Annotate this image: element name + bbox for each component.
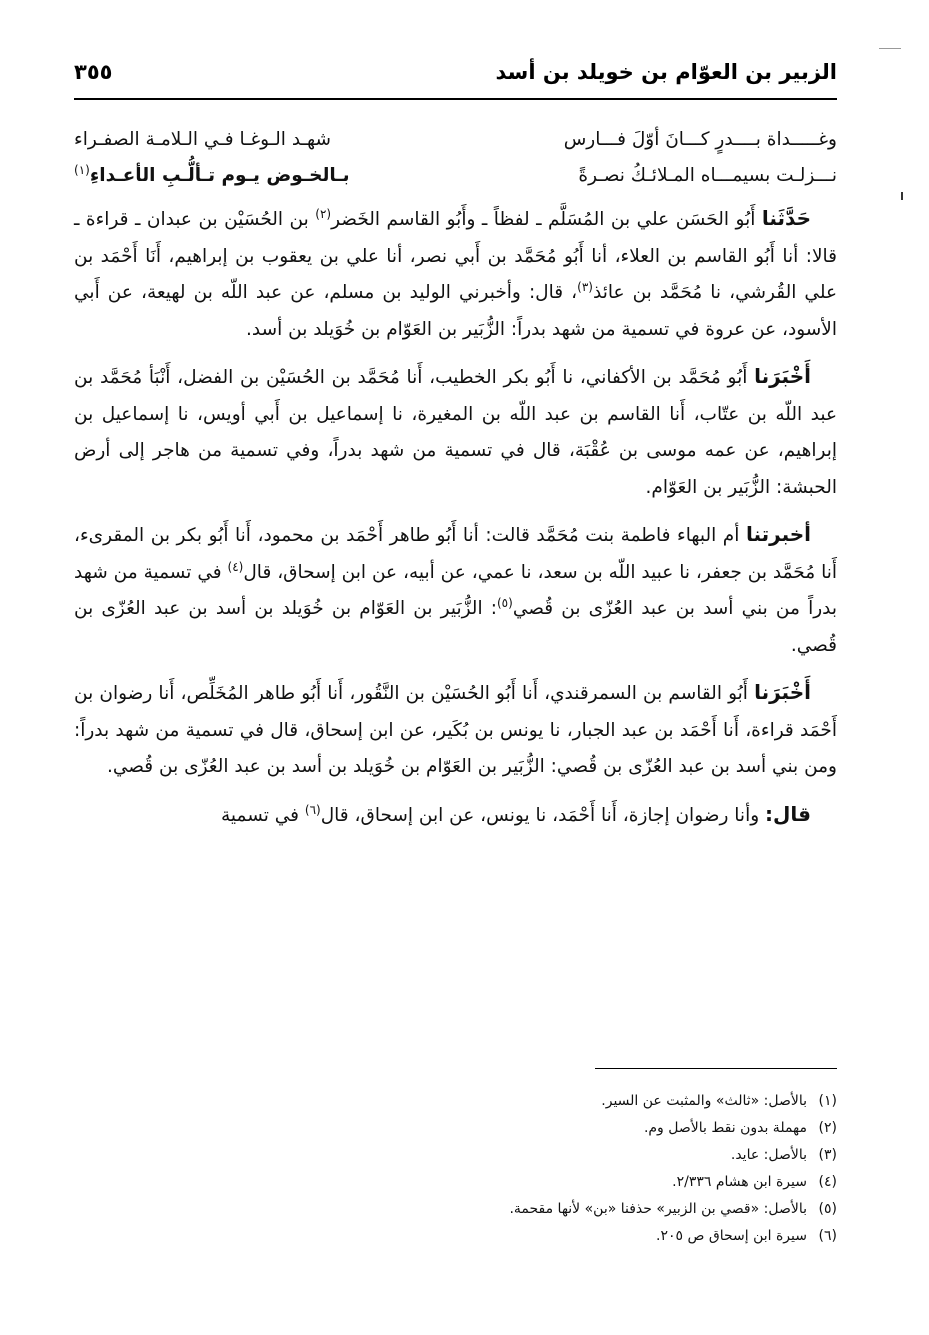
- footnote: [317, 1169, 837, 1196]
- footnote-text: سيرة ابن هشام ٢/٣٣٦.: [672, 1174, 807, 1190]
- paragraph: [74, 358, 837, 506]
- paragraph-lead-word: حَدَّثَنا: [761, 206, 811, 230]
- footnote-number: (٦): [818, 1228, 837, 1244]
- paragraph-text: ، قال: وأخبرني الوليد بن مسلم، عن عبد اللّه بن لهيعة، عن أَبي الأسود، عن عروة في تسمية من شهد بدراً: الزُّبَير بن العَوّام بن خُوَيلد بن أسد.: [74, 282, 837, 340]
- footnote-text: سيرة ابن إسحاق ص ٢٠٥.: [656, 1228, 807, 1244]
- footnote-text: بالأصل: عايد.: [730, 1147, 807, 1163]
- footnote-marker: (٢): [315, 206, 332, 221]
- footnote-marker: (٤): [227, 559, 244, 574]
- verse-second-text: بـالخـوض يـوم تـألُّـبِ الأعـداءِ: [89, 165, 350, 186]
- footnotes: [317, 1088, 837, 1250]
- paragraph-lead-word: أَخْبَرَنا: [754, 364, 811, 388]
- footnote-number: (٢): [818, 1120, 837, 1136]
- verse-first-hemistich: وغـــــداة بــــدرٍ كـــانَ أوّلَ فـــارس: [563, 129, 837, 150]
- footnote-marker: (١): [74, 162, 90, 177]
- footnote-number: (٣): [818, 1147, 837, 1163]
- paragraph: [74, 516, 837, 664]
- paragraph-text: بن الحُسَيْن بن عبدان ـ قراءة ـ قالا: أنا أَبُو القاسم بن العلاء، أنا أَبُو مُحَمَّد بن أَبي نصر، أنا علي بن يعقوب بن إبراهيم، أَنَا أَحْمَد بن علي القُرشي، نا مُحَمَّد بن عائذ: [74, 209, 838, 303]
- footnote-marker: (٣): [577, 279, 593, 294]
- paragraph-text: أم البهاء فاطمة بنت مُحَمَّد قالت: أنا أَبُو طاهر أَحْمَد بن محمود، أَنا أَبُو بكر بن المقرىء، أَنا مُحَمَّد بن جعفر، نا عبيد اللّه بن سعد، نا عمي، عن أبيه، عن ابن إسحاق، قال: [74, 525, 837, 583]
- page-number: ٣٥٥: [74, 60, 113, 84]
- paragraph-text: أَبُو مُحَمَّد بن الأكفاني، نا أَبُو بكر الخطيب، أَنا مُحَمَّد بن الحُسَيْن بن الفضل، أَنْبَأ مُحَمَّد بن عبد اللّه بن عتّاب، أَنا القاسم بن عبد اللّه بن المغيرة، نا إسماعيل بن أَبي أويس، نا إسماعيل بن إبراهيم، عن عمه موسى بن عُقْبَة، قال في تسمية من شهد بدراً، وفي تسمية من هاجر إلى أرض الحبشة: الزُّبَير بن العَوّام.: [74, 367, 837, 498]
- paragraph-text: أَبُو الحَسَن علي بن المُسَلَّم ـ لفظاً ـ وأَبُو القاسم الخَضر: [331, 209, 762, 230]
- paragraph: [74, 674, 837, 786]
- paragraph-lead-word: أَخْبَرَنا: [754, 680, 811, 704]
- footnote-marker: (٥): [496, 595, 513, 610]
- footnote-number: (٥): [818, 1201, 837, 1217]
- footnote-rule: [595, 1068, 837, 1069]
- verse-second-hemistich: شهـد الـوغـا فـي الـلامـة الصفـراء: [74, 129, 331, 150]
- paragraph-text: وأنا رضوان إجازة، أَنا أَحْمَد، نا يونس، عن ابن إسحاق، قال: [320, 804, 766, 826]
- footnote-number: (٤): [818, 1174, 837, 1190]
- paragraph: [74, 200, 837, 348]
- poem: [74, 122, 837, 194]
- footnote: [317, 1196, 837, 1223]
- footnote: [317, 1115, 837, 1142]
- paragraph-lead-word: قال:: [765, 801, 811, 826]
- footnote-marker: (٦): [304, 802, 321, 817]
- running-title: الزبير بن العوّام بن خويلد بن أسد: [495, 60, 837, 84]
- verse-second-hemistich: [74, 158, 350, 194]
- footnote-number: (١): [818, 1093, 837, 1109]
- footnote: [317, 1142, 837, 1169]
- paragraph-text: في تسمية من شهد بدراً من بني أسد بن عبد العُزّى بن قُصي: [74, 561, 838, 619]
- paragraphs: [74, 200, 837, 834]
- header-rule: [74, 98, 837, 100]
- paragraph-text: في تسمية: [221, 804, 305, 826]
- corner-mark: [879, 48, 901, 49]
- footnote-text: مهملة بدون نقط بالأصل وم.: [643, 1120, 807, 1136]
- footnote-text: بالأصل: «قصي بن الزبير» حذفنا «بن» لأنها مقحمة.: [509, 1201, 807, 1217]
- main-text: [74, 122, 837, 844]
- footnote: [317, 1223, 837, 1250]
- verse-line: [74, 122, 837, 158]
- verse-first-hemistich: نـــزلـت بسيمـــاه المـلائـكُ نصـرةً: [578, 165, 837, 186]
- paragraph-text: أَبُو القاسم بن السمرقندي، أَنا أَبُو الحُسَيْن بن النَّقُور، أَنا أَبُو طاهر المُخَلِّص، أَنا رضوان بن أَحْمَد قراءة، أَنا أَحْمَد بن عبد الجبار، نا يونس بن بُكَير، عن ابن إسحاق، قال في تسمية من شهد بدراً: ومن بني أسد بن عبد العُزّى بن قُصي: الزُّبَير بن العَوّام بن خُوَيلد بن أسد بن عبد العُزّى بن قُصي.: [74, 683, 837, 777]
- margin-mark: [901, 192, 907, 200]
- running-header: [74, 56, 837, 100]
- footnote-text: بالأصل: «ثالث» والمثبت عن السير.: [601, 1093, 807, 1109]
- footnote: [317, 1088, 837, 1115]
- paragraph: [74, 796, 837, 835]
- paragraph-lead-word: أخبرتنا: [745, 522, 811, 546]
- verse-line: [74, 158, 837, 194]
- paragraph-text: : الزُّبَير بن العَوّام بن خُوَيلد بن أسد بن عبد العُزّى بن قُصي.: [74, 598, 837, 656]
